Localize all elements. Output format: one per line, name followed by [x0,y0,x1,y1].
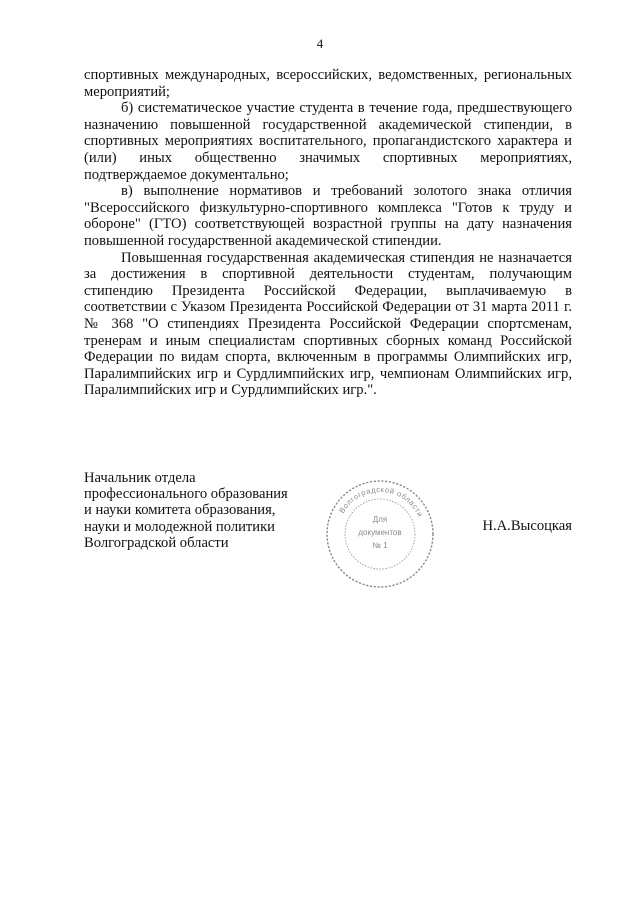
signature-block [84,470,572,600]
signer-position-line: науки и молодежной политики [84,518,275,535]
page-number: 4 [316,36,324,51]
signer-position-line: Волгоградской области [84,534,229,551]
signer-position-line: и науки комитета образования, [84,502,276,519]
signer-position-line: Начальник отдела [84,470,196,486]
paragraph-continuation: спортивных международных, всероссийских, ведомственных, региональных мероприятий; [84,67,572,100]
signer-position-line: профессионального образования [84,486,288,503]
paragraph-item-v: в) выполнение нормативов и требований золотого знака отличия "Всероссийского физкультурно-спортивного комплекса "Готов к труду и обороне" (ГТО) соответствующей возрастной группы на дату назначения повышенной государственной академической стипендии. [84,183,572,249]
official-stamp [324,478,436,590]
stamp-ring-text: Волгоградской области [337,484,426,519]
paragraph-item-b: б) систематическое участие студента в течение года, предшествующего назначению повышенной государственной академической стипендии, в спортивных мероприятиях воспитательного, пропагандистского характера и (или) иных общественно значимых спортивных мероприятиях, подтверждаемое документально; [84,100,572,183]
paragraph-stipend-exclusion: Повышенная государственная академическая стипендия не назначается за достижения в спортивной деятельности студентам, получающим стипендию Президента Российской Федерации, выплачиваемую в соответствии с Указом Президента Российской Федерации от 31 марта 2011 г. № 368 "О стипендиях Президента Российской Федерации спортсменам, тренерам и иным специалистам спортивных сборных команд Российской Федерации по видам спорта, включенным в программы Олимпийских игр, Паралимпийских игр и Сурдлимпийских игр, чемпионам Олимпийских игр, Паралимпийских игр и Сурдлимпийских игр.". [84,249,572,399]
stamp-center-line: № 1 [372,541,388,550]
document-body [84,67,572,399]
signer-name: Н.А.Высоцкая [482,518,572,534]
stamp-center-line: Для [372,515,388,524]
signer-position [84,470,314,551]
stamp-center-line: документов [358,528,402,537]
